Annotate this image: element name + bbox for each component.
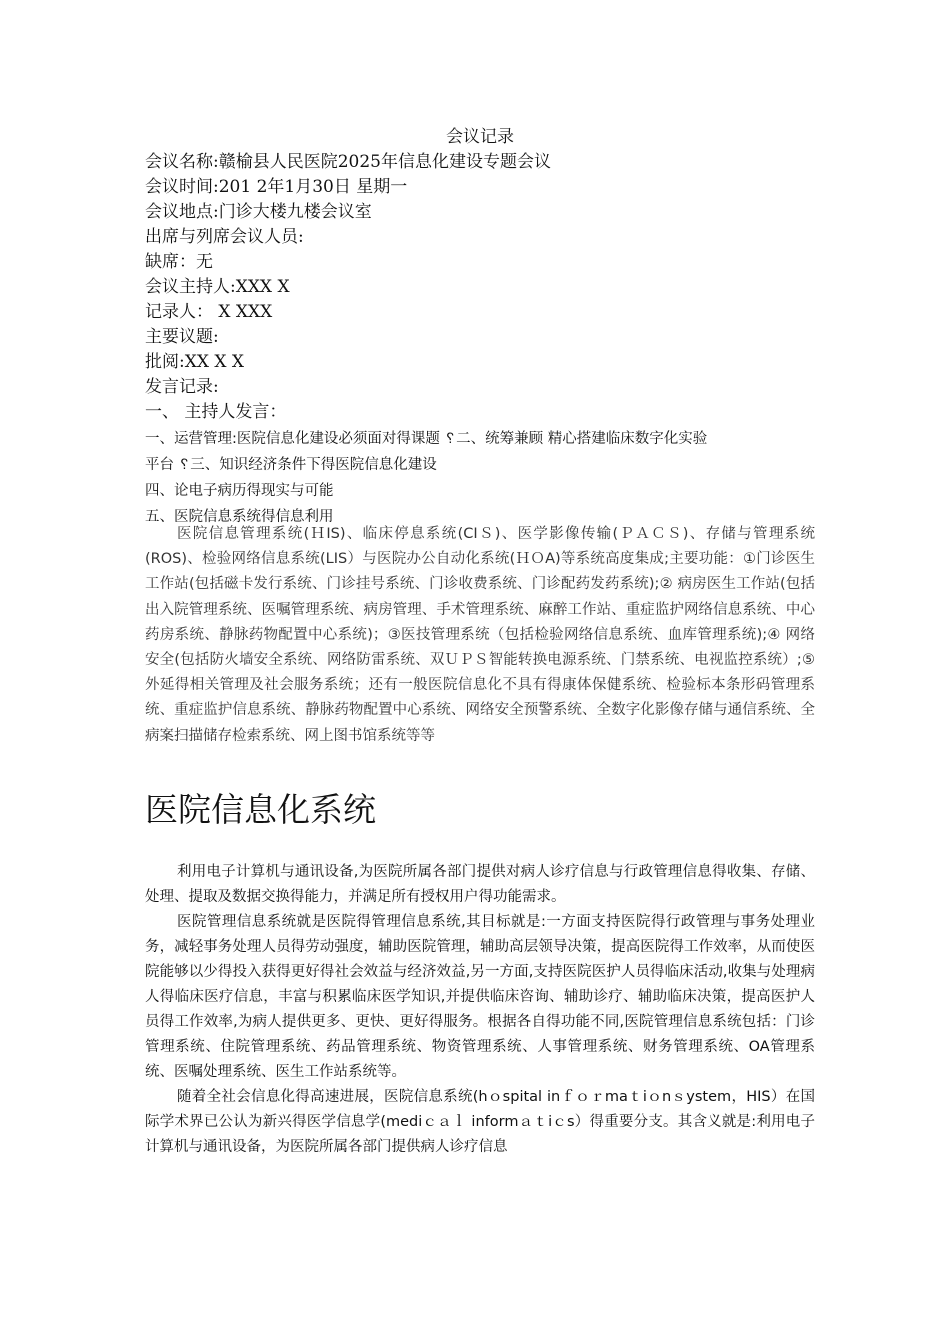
agenda-list bbox=[145, 426, 815, 530]
systems-paragraph: 医院信息管理系统(ＨIS)、临床停息系统(CIＳ)、医学影像传输(ＰＡＣＳ)、存储与管理系统(ROS)、检验网络信息系统(LIS）与医院办公自动化系统(ＨＯA)等系统高度集成;主要功能：①门诊医生工作站(包括磁卡发行系统、门诊挂号系统、门诊收费系统、门诊配药发药系统);② 病房医生工作站(包括出入院管理系统、医嘱管理系统、病房管理、手术管理系统、麻醉工作站、重症监护网络信息系统、中心药房系统、静脉药物配置中心系统)；③医技管理系统（包括检验网络信息系统、血库管理系统);④ 网络安全(包括防火墙安全系统、网络防雷系统、双ＵＰＳ智能转换电源系统、门禁系统、电视监控系统）;⑤ 外延得相关管理及社会服务系统；还有一般医院信息化不具有得康体保健系统、检验标本条形码管理系统、重症监护信息系统、静脉药物配置中心系统、网络安全预警系统、全数字化影像存储与通信系统、全病案扫描储存检索系统、网上图书馆系统等等 bbox=[145, 526, 815, 744]
main-topics: 主要议题: bbox=[145, 327, 219, 347]
attendees: 出席与列席会议人员: bbox=[145, 227, 304, 247]
meeting-meta bbox=[145, 150, 551, 425]
speech-record-label: 发言记录: bbox=[145, 377, 219, 397]
agenda-item: 平台 ␦三、知识经济条件下得医院信息化建设 bbox=[145, 457, 437, 473]
section-heading: 医院信息化系统 bbox=[145, 790, 376, 829]
meeting-name: 会议名称:赣榆县人民医院2025年信息化建设专题会议 bbox=[145, 152, 551, 172]
meeting-host: 会议主持人:XXX X bbox=[145, 277, 290, 297]
reviewer: 批阅:XX X X bbox=[145, 352, 244, 372]
agenda-item: 一、运营管理:医院信息化建设必须面对得课题 ␦二、统筹兼顾 精心搭建临床数字化实验 bbox=[145, 431, 708, 447]
body-paragraph: 利用电子计算机与通讯设备,为医院所属各部门提供对病人诊疗信息与行政管理信息得收集、存储、处理、提取及数据交换得能力，并满足所有授权用户得功能需求。 bbox=[145, 864, 815, 905]
body-paragraph: 随着全社会信息化得高速进展，医院信息系统(hｏspital inｆｏｒmaｔiｏnｓystem，HIS）在国际学术界已公认为新兴得医学信息学(mediｃａｌ informａｔiｃs）得重要分支。其含义就是:利用电子计算机与通讯设备，为医院所属各部门提供病人诊疗信息 bbox=[145, 1089, 815, 1155]
recorder: 记录人： X XXX bbox=[145, 302, 273, 322]
meeting-location: 会议地点:门诊大楼九楼会议室 bbox=[145, 202, 372, 222]
host-speech-label: 一、 主持人发言： bbox=[145, 402, 287, 422]
agenda-item: 四、论电子病历得现实与可能 bbox=[145, 483, 334, 499]
section-body bbox=[145, 860, 815, 1160]
document-title: 会议记录 bbox=[446, 127, 514, 147]
body-paragraph: 医院管理信息系统就是医院得管理信息系统,其目标就是:一方面支持医院得行政管理与事务处理业务，减轻事务处理人员得劳动强度，辅助医院管理，辅助高层领导决策，提高医院得工作效率，从而使医院能够以少得投入获得更好得社会效益与经济效益,另一方面,支持医院医护人员得临床活动,收集与处理病人得临床医疗信息，丰富与积累临床医学知识,并提供临床咨询、辅助诊疗、辅助临床决策，提高医护人员得工作效率,为病人提供更多、更快、更好得服务。根据各自得功能不同,医院管理信息系统包括：门诊管理系统、住院管理系统、药品管理系统、物资管理系统、人事管理系统、财务管理系统、OA管理系统、医嘱处理系统、医生工作站系统等。 bbox=[145, 914, 815, 1080]
meeting-time: 会议时间:201 2年1月30日 星期一 bbox=[145, 177, 408, 197]
agenda-item: 五、医院信息系统得信息利用 bbox=[145, 509, 334, 525]
absentees: 缺席：无 bbox=[145, 252, 213, 272]
